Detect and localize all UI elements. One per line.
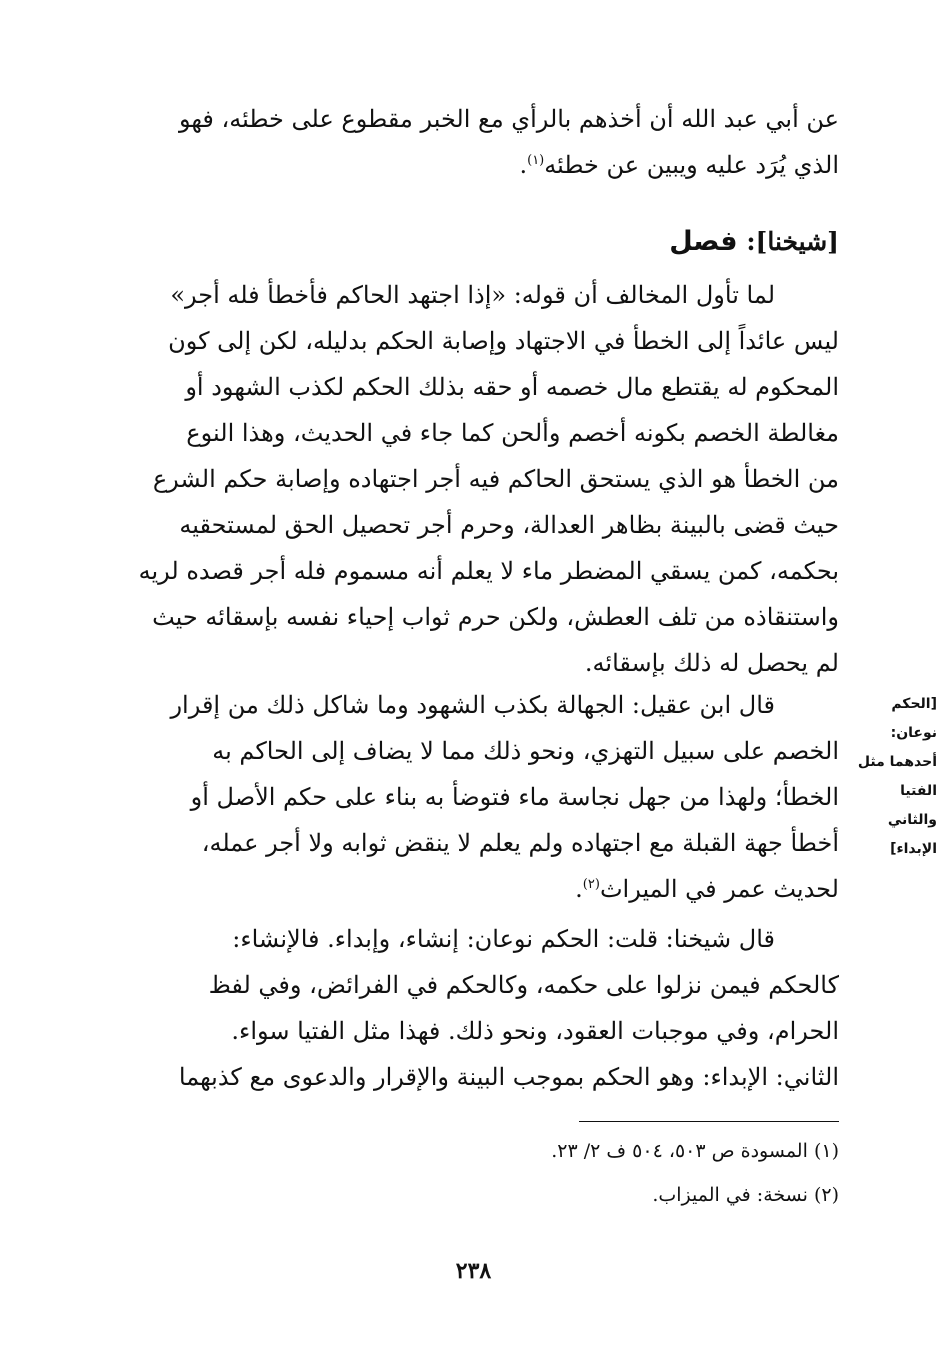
margin-note-line: أحدهما مثل bbox=[857, 754, 937, 770]
text-line: الخطأ؛ ولهذا من جهل نجاسة ماء فتوضأ به بناء على حكم الأصل أو bbox=[190, 783, 839, 811]
text-line: الخصم على سبيل التهزي، ونحو ذلك مما لا يضاف إلى الحاكم به bbox=[212, 737, 839, 765]
text-line: لما تأول المخالف أن قوله: «إذا اجتهد الحاكم فأخطأ فله أجر» bbox=[170, 281, 775, 309]
text-segment: لحديث عمر في الميراث bbox=[599, 875, 839, 903]
paragraph-ibn-aqil bbox=[99, 682, 839, 912]
margin-note bbox=[855, 690, 937, 864]
text-line: عن أبي عبد الله أن أخذهم بالرأي مع الخبر مقطوع على خطئه، فهو bbox=[178, 105, 839, 133]
text-line: الثاني: الإبداء: وهو الحكم بموجب البينة والإقرار والدعوى مع كذبهما bbox=[178, 1063, 839, 1091]
text-line: المحكوم له يقتطع مال خصمه أو حقه بذلك الحكم لكذب الشهود أو bbox=[185, 373, 839, 401]
heading-prefix: [شيخنا]: bbox=[746, 227, 839, 256]
text-line: حيث قضى بالبينة بظاهر العدالة، وحرم أجر تحصيل الحق لمستحقيه bbox=[179, 511, 839, 539]
text-line: قال شيخنا: قلت: الحكم نوعان: إنشاء، وإبداء. فالإنشاء: bbox=[232, 925, 775, 953]
text-line: الحرام، وفي موجبات العقود، ونحو ذلك. فهذا مثل الفتيا سواء. bbox=[231, 1017, 839, 1045]
margin-note-line: والثاني bbox=[887, 812, 937, 828]
footnote-text: المسودة ص ٥٠٣، ٥٠٤ ف ٢/ ٢٣. bbox=[551, 1140, 808, 1162]
text-line: من الخطأ هو الذي يستحق الحاكم فيه أجر اجتهاده وإصابة حكم الشرع bbox=[152, 465, 839, 493]
section-heading bbox=[669, 222, 839, 262]
text-line: بحكمه، كمن يسقي المضطر ماء لا يعلم أنه مسموم فله أجر قصده لريه bbox=[138, 557, 839, 585]
footnote-text: نسخة: في الميزاب. bbox=[652, 1184, 808, 1206]
footnote-reference: (٢) bbox=[582, 877, 600, 892]
footnote-marker: (١) bbox=[813, 1140, 839, 1162]
margin-note-line: الفتيا bbox=[900, 783, 937, 799]
text-line: مغالطة الخصم بكونه أخصم وألحن كما جاء في الحديث، وهذا النوع bbox=[186, 419, 839, 447]
margin-note-line: [الحكم bbox=[891, 696, 937, 712]
footnote bbox=[99, 1136, 839, 1166]
text-line: أخطأ جهة القبلة مع اجتهاده ولم يعلم لا ينقض ثوابه ولا أجر عمله، bbox=[201, 829, 839, 857]
text-line: لم يحصل له ذلك بإسقائه. bbox=[584, 649, 839, 677]
text-line bbox=[99, 142, 839, 188]
sentence-end: . bbox=[519, 151, 528, 179]
text-line: قال ابن عقيل: الجهالة بكذب الشهود وما شاكل ذلك من إقرار bbox=[170, 691, 775, 719]
text-line bbox=[99, 866, 839, 912]
footnote-divider bbox=[579, 1121, 839, 1122]
text-line: ليس عائداً إلى الخطأ في الاجتهاد وإصابة الحكم بدليله، لكن إلى كون bbox=[168, 327, 839, 355]
text-segment: الذي يُرَد عليه ويبين عن خطئه bbox=[544, 151, 839, 179]
footnote-reference: (١) bbox=[527, 153, 545, 168]
heading-title: فصل bbox=[669, 226, 738, 257]
margin-note-line: نوعان: bbox=[890, 725, 937, 741]
margin-note-line: الإبداء] bbox=[890, 841, 937, 857]
paragraph-continuation bbox=[99, 96, 839, 188]
text-line: كالحكم فيمن نزلوا على حكمه، وكالحكم في الفرائض، وفي لفظ bbox=[208, 971, 839, 999]
text-line: واستنقاذه من تلف العطش، ولكن حرم ثواب إحياء نفسه بإسقائه حيث bbox=[152, 603, 839, 631]
footnote bbox=[99, 1180, 839, 1210]
paragraph-fasl bbox=[99, 272, 839, 686]
paragraph-shaykhuna bbox=[99, 916, 839, 1100]
sentence-end: . bbox=[575, 875, 583, 903]
page-number: ٢٣٨ bbox=[455, 1258, 492, 1284]
footnote-marker: (٢) bbox=[813, 1184, 839, 1206]
